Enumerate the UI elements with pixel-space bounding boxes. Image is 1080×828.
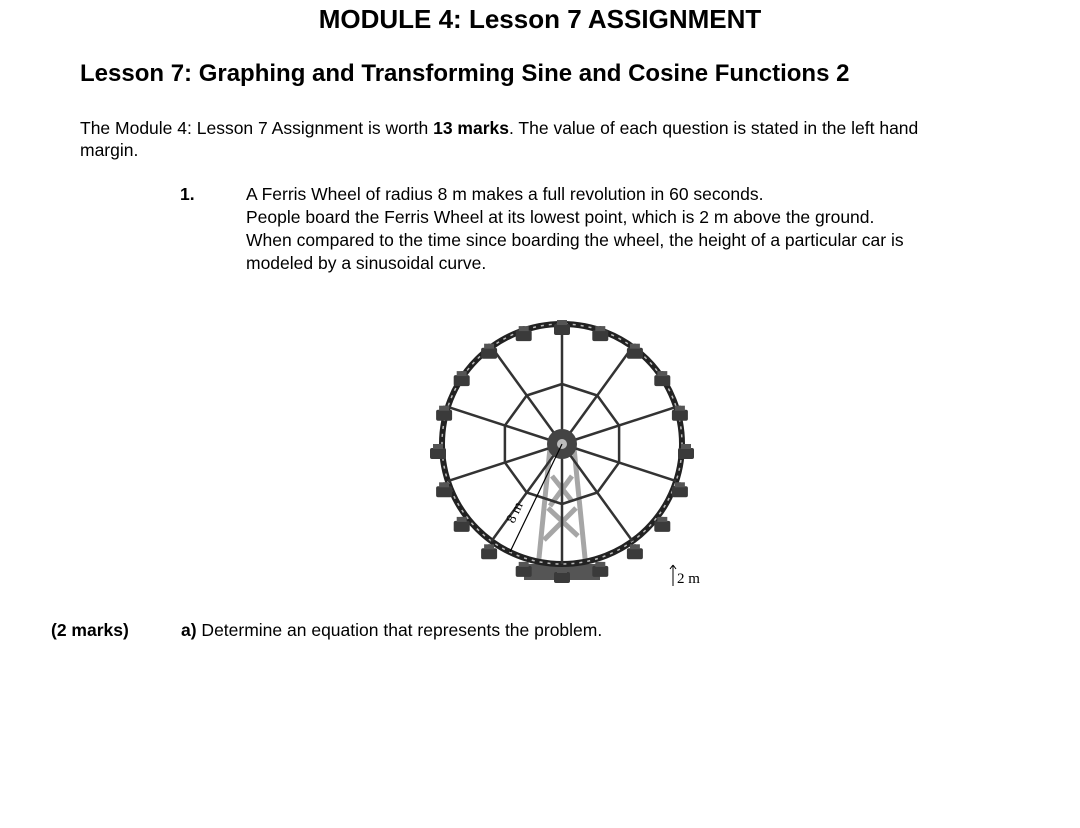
spoke xyxy=(492,444,563,541)
ground-height-label: 2 m xyxy=(677,571,700,587)
ground-height-indicator xyxy=(670,565,676,586)
total-marks: 13 marks xyxy=(433,118,510,138)
question-line: modeled by a sinusoidal curve. xyxy=(246,253,487,273)
question-number: 1. xyxy=(180,184,195,204)
question-text xyxy=(246,183,1036,275)
radius-label: 8 m xyxy=(504,499,527,526)
part-a-label: a) xyxy=(181,620,197,640)
part-a-marks: (2 marks) xyxy=(51,620,129,640)
intro-paragraph xyxy=(80,117,940,161)
spoke xyxy=(562,444,633,541)
question-line: When compared to the time since boarding the wheel, the height of a particular car is xyxy=(246,230,904,250)
part-a-text: Determine an equation that represents the problem. xyxy=(196,620,603,640)
ferris-wheel-diagram xyxy=(412,296,712,596)
part-a-question xyxy=(181,620,602,641)
spoke xyxy=(562,347,633,444)
intro-text-before: The Module 4: Lesson 7 Assignment is worth xyxy=(80,118,434,138)
spoke xyxy=(492,347,563,444)
question-line: A Ferris Wheel of radius 8 m makes a full revolution in 60 seconds. xyxy=(246,184,764,204)
intro-text-after: . The value of each question is stated in the left hand margin. xyxy=(80,118,919,160)
question-line: People board the Ferris Wheel at its lowest point, which is 2 m above the ground. xyxy=(246,207,875,227)
page-title: MODULE 4: Lesson 7 ASSIGNMENT xyxy=(318,4,762,34)
lesson-title: Lesson 7: Graphing and Transforming Sine and Cosine Functions 2 xyxy=(80,60,850,87)
